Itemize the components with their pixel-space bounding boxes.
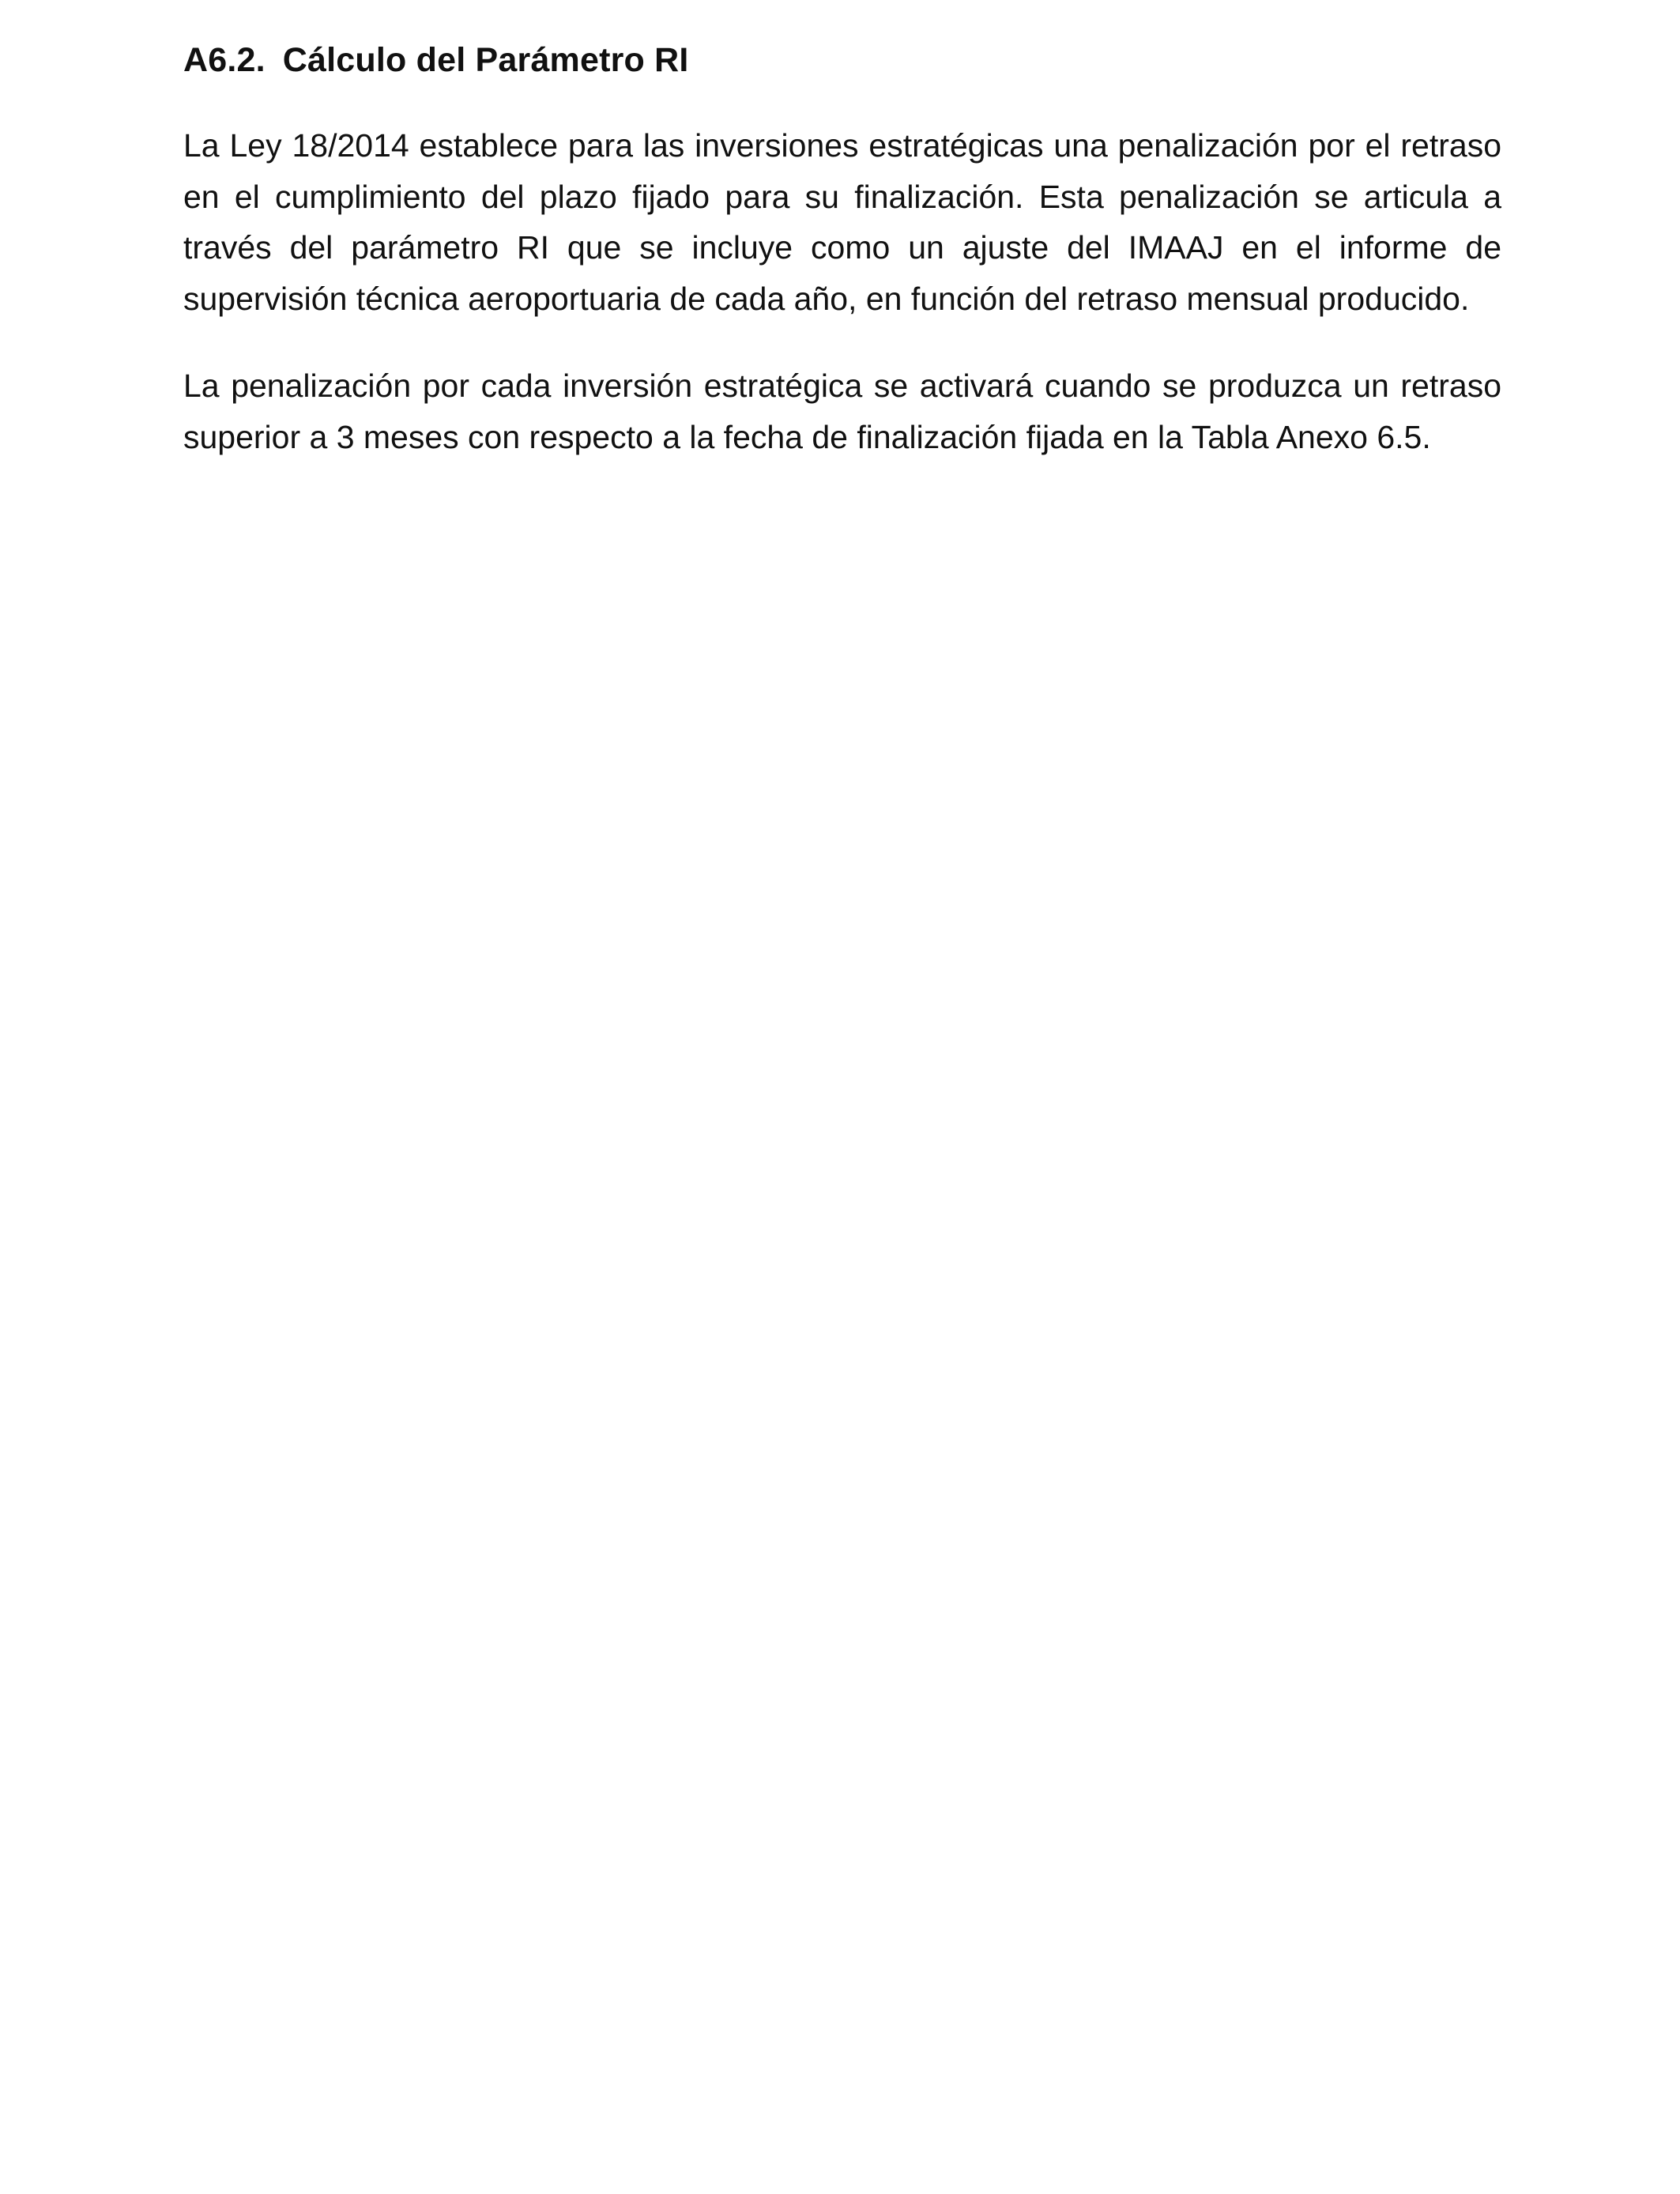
- paragraph-ley-penalizacion: La Ley 18/2014 establece para las inversiones estratégicas una penalización por el retraso en el cumplimiento del plazo fijado para su finalización. Esta penalización se articula a través del parámetro RI que se incluye como un ajuste del IMAAJ en el informe de supervisión técnica aeroportuaria de cada año, en función del retraso mensual producido.: [183, 127, 1501, 317]
- paragraph-activacion-penalizacion: La penalización por cada inversión estratégica se activará cuando se produzca un retraso superior a 3 meses con respecto a la fecha de finalización fijada en la Tabla Anexo 6.5.: [183, 368, 1501, 455]
- section-number: A6.2.: [183, 41, 266, 79]
- page-content: [183, 32, 1501, 499]
- section-title: Cálculo del Parámetro RI: [282, 41, 689, 79]
- section-heading: [183, 32, 1501, 89]
